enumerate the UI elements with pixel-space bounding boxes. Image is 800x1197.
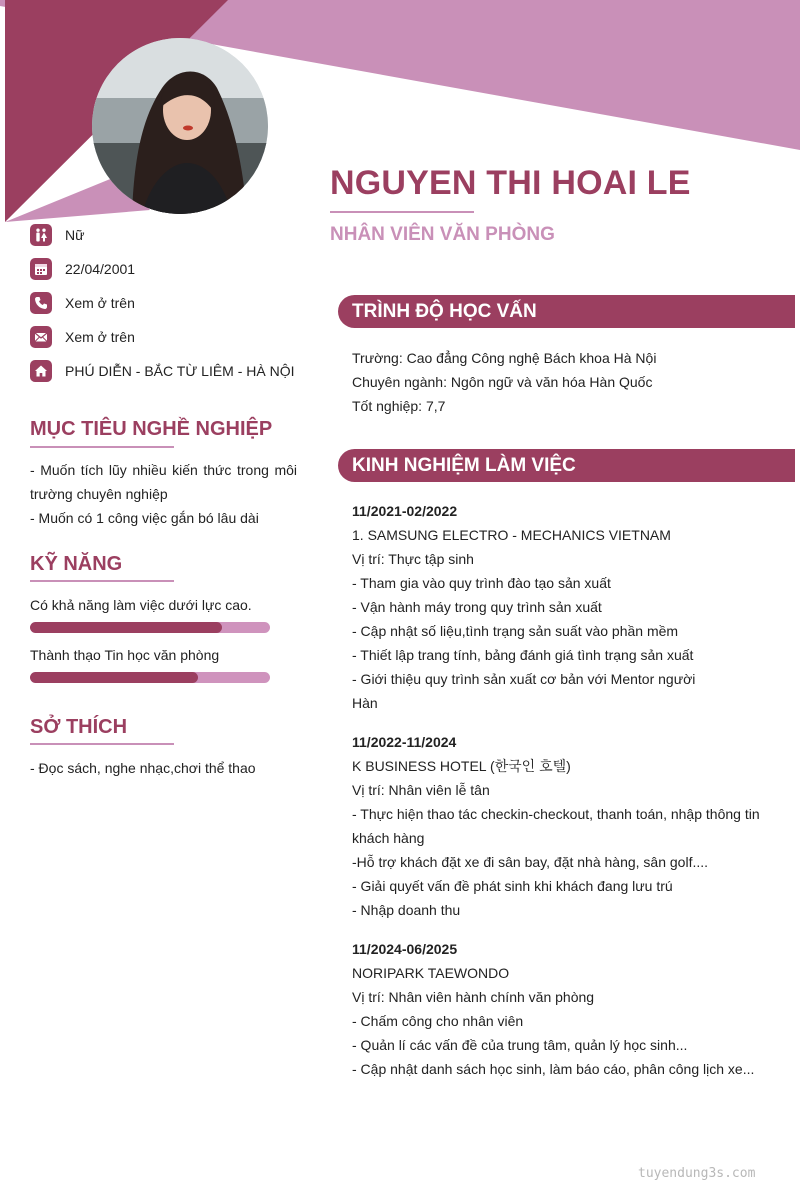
gender-text: Nữ (65, 227, 85, 243)
experience-job (352, 730, 772, 922)
home-icon (30, 360, 52, 382)
skills-heading: KỸ NĂNG (30, 553, 123, 575)
education-grade: Tốt nghiệp: 7,7 (352, 398, 446, 414)
objective-line: - Muốn tích lũy nhiều kiến thức trong môi trường chuyên nghiệp (30, 462, 297, 502)
experience-job (352, 937, 772, 1081)
education-school: Trường: Cao đẳng Công nghệ Bách khoa Hà Nội (352, 350, 657, 366)
phone-text: Xem ở trên (65, 295, 135, 311)
experience-job (352, 499, 772, 715)
hobbies-text (30, 756, 297, 780)
phone-icon (30, 292, 52, 314)
job-line: K BUSINESS HOTEL (한국인 호텔) (352, 758, 571, 774)
job-line: Vị trí: Nhân viên hành chính văn phòng (352, 989, 595, 1005)
job-line: - Chấm công cho nhân viên (352, 1013, 524, 1029)
education-details (352, 346, 772, 418)
job-line: - Vận hành máy trong quy trình sản xuất (352, 599, 602, 615)
experience-banner (338, 449, 795, 482)
objective-underline (30, 446, 174, 448)
contact-birthday (30, 258, 135, 280)
job-title: NHÂN VIÊN VĂN PHÒNG (330, 224, 555, 245)
skill-bar-track (30, 622, 270, 633)
experience-heading: KINH NGHIỆM LÀM VIỆC (352, 454, 576, 476)
job-period: 11/2022-11/2024 (352, 734, 457, 750)
skills-underline (30, 580, 174, 582)
portrait-photo (92, 38, 268, 214)
contact-email (30, 326, 135, 348)
objective-heading: MỤC TIÊU NGHỀ NGHIỆP (30, 418, 273, 440)
job-line: 1. SAMSUNG ELECTRO - MECHANICS VIETNAM (352, 527, 671, 543)
skill-label: Thành thạo Tin học văn phòng (30, 647, 220, 663)
job-line: -Hỗ trợ khách đặt xe đi sân bay, đặt nhà hàng, sân golf.... (352, 854, 709, 870)
job-period: 11/2024-06/2025 (352, 941, 458, 957)
job-line: - Giới thiệu quy trình sản xuất cơ bản với Mentor người Hàn (352, 671, 696, 711)
mail-icon (30, 326, 52, 348)
watermark: tuyendung3s.com (638, 1166, 756, 1181)
hobby-line: - Đọc sách, nghe nhạc,chơi thể thao (30, 760, 256, 776)
job-line: NORIPARK TAEWONDO (352, 965, 510, 981)
contact-address (30, 360, 295, 382)
job-line: - Nhập doanh thu (352, 902, 461, 918)
job-period: 11/2021-02/2022 (352, 503, 458, 519)
job-line: Vị trí: Nhân viên lễ tân (352, 782, 490, 798)
job-line: Vị trí: Thực tập sinh (352, 551, 474, 567)
job-line: - Thiết lập trang tính, bảng đánh giá tình trạng sản xuất (352, 647, 694, 663)
job-line: - Giải quyết vấn đề phát sinh khi khách đang lưu trú (352, 878, 673, 894)
birthday-text: 22/04/2001 (65, 261, 136, 277)
gender-icon (30, 224, 52, 246)
contact-phone (30, 292, 135, 314)
education-major: Chuyên ngành: Ngôn ngữ và văn hóa Hàn Quốc (352, 374, 653, 390)
hobbies-heading: SỞ THÍCH (30, 716, 128, 738)
candidate-name: NGUYEN THI HOAI LE (330, 164, 691, 202)
email-text: Xem ở trên (65, 329, 135, 345)
job-line: - Thực hiện thao tác checkin-checkout, thanh toán, nhập thông tin khách hàng (352, 806, 760, 846)
job-line: - Cập nhật danh sách học sinh, làm báo cáo, phân công lịch xe... (352, 1061, 755, 1077)
objective-text (30, 458, 297, 530)
job-line: - Quản lí các vấn đề của trung tâm, quản lý học sinh... (352, 1037, 688, 1053)
job-line: - Cập nhật số liệu,tình trạng sản suất vào phần mềm (352, 623, 679, 639)
job-line: - Tham gia vào quy trình đào tạo sản xuất (352, 575, 611, 591)
education-banner (338, 295, 795, 328)
calendar-icon (30, 258, 52, 280)
skill-bar-track (30, 672, 270, 683)
skill-label: Có khả năng làm việc dưới lực cao. (30, 597, 252, 613)
name-underline (330, 211, 474, 213)
avatar (92, 38, 268, 214)
education-heading: TRÌNH ĐỘ HỌC VẤN (352, 300, 537, 322)
address-text: PHÚ DIỄN - BẮC TỪ LIÊM - HÀ NỘI (65, 363, 295, 379)
objective-line: - Muốn có 1 công việc gắn bó lâu dài (30, 510, 259, 526)
skill-bar-fill (30, 672, 198, 683)
hobbies-underline (30, 743, 174, 745)
contact-gender (30, 224, 84, 246)
skill-bar-fill (30, 622, 222, 633)
